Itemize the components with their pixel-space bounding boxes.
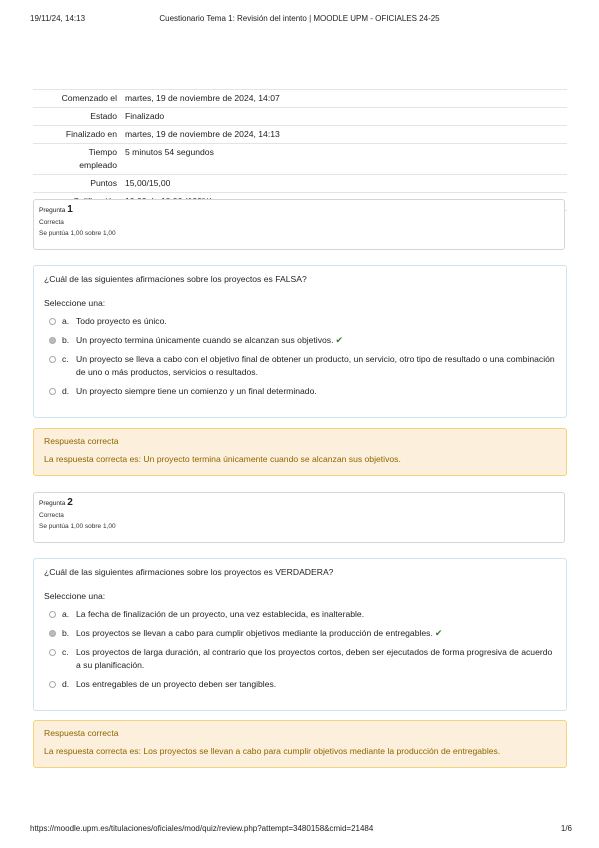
summary-row [33, 107, 567, 125]
option-text [76, 627, 556, 640]
question-info-2 [33, 492, 565, 543]
radio-icon[interactable] [49, 318, 56, 325]
option-text-value: Un proyecto termina únicamente cuando se alcanzan sus objetivos. [76, 335, 334, 345]
summary-value: martes, 19 de noviembre de 2024, 14:07 [125, 93, 280, 103]
print-url: https://moodle.upm.es/titulaciones/oficiales/mod/quiz/review.php?attempt=3480158&cmid=21484 [30, 824, 374, 833]
question-label: Pregunta [39, 500, 66, 507]
question-label: Pregunta [39, 207, 66, 214]
answer-option[interactable] [44, 385, 556, 398]
option-letter: c. [62, 354, 69, 364]
option-letter: a. [62, 609, 70, 619]
question-number [39, 204, 559, 215]
question-num: 2 [67, 497, 73, 508]
summary-key: Tiempo empleado [79, 147, 117, 170]
question-number [39, 497, 559, 508]
option-text: Los proyectos de larga duración, al contrario que los proyectos cortos, deben ser ejecutados de forma progresiva de acuerdo a su planificación. [76, 647, 553, 670]
question-text: ¿Cuál de las siguientes afirmaciones sobre los proyectos es VERDADERA? [44, 567, 334, 577]
option-text [76, 334, 556, 347]
question-num: 1 [67, 204, 73, 215]
summary-value: 5 minutos 54 segundos [125, 147, 214, 157]
summary-row [33, 125, 567, 143]
print-date: 19/11/24, 14:13 [30, 14, 86, 23]
summary-row [33, 143, 567, 174]
summary-value: martes, 19 de noviembre de 2024, 14:13 [125, 129, 280, 139]
summary-key: Estado [90, 111, 117, 121]
option-text: Los entregables de un proyecto deben ser tangibles. [76, 679, 277, 689]
feedback-box-1 [33, 428, 567, 476]
answer-option[interactable] [44, 334, 556, 347]
option-letter: a. [62, 316, 70, 326]
summary-row [33, 174, 567, 192]
print-title: Cuestionario Tema 1: Revisión del intento | MOODLE UPM - OFICIALES 24-25 [159, 14, 440, 23]
option-text: Un proyecto se lleva a cabo con el objetivo final de obtener un producto, un servicio, otro tipo de resultado o una combinación de uno o más productos, servicios o resultados. [76, 354, 555, 377]
feedback-box-2 [33, 720, 567, 768]
feedback-title: Respuesta correcta [44, 436, 119, 446]
summary-key: Finalizado en [65, 129, 117, 139]
question-state: Correcta [39, 219, 64, 226]
feedback-title: Respuesta correcta [44, 728, 119, 738]
option-text: Todo proyecto es único. [76, 316, 167, 326]
question-info-1 [33, 199, 565, 250]
question-score: Se puntúa 1,00 sobre 1,00 [39, 230, 116, 237]
option-letter: b. [62, 335, 70, 345]
page-number: 1/6 [560, 824, 572, 833]
radio-icon[interactable] [49, 649, 56, 656]
question-box-1 [33, 265, 567, 418]
option-letter: c. [62, 647, 69, 657]
select-prompt: Seleccione una: [44, 298, 106, 308]
answer-option[interactable] [44, 608, 556, 621]
summary-row [33, 89, 567, 107]
summary-key: Comenzado el [61, 93, 117, 103]
option-letter: d. [62, 386, 70, 396]
answer-option[interactable] [44, 315, 556, 328]
answer-option[interactable] [44, 678, 556, 691]
radio-icon[interactable] [49, 337, 56, 344]
question-text: ¿Cuál de las siguientes afirmaciones sobre los proyectos es FALSA? [44, 274, 307, 284]
feedback-text: La respuesta correcta es: Los proyectos se llevan a cabo para cumplir objetivos mediante la producción de entregables. [44, 746, 501, 756]
question-score: Se puntúa 1,00 sobre 1,00 [39, 523, 116, 530]
radio-icon[interactable] [49, 681, 56, 688]
option-letter: b. [62, 628, 70, 638]
radio-icon[interactable] [49, 611, 56, 618]
summary-value: 15,00/15,00 [125, 178, 171, 188]
option-text: La fecha de finalización de un proyecto, una vez establecida, es inalterable. [76, 609, 365, 619]
feedback-text: La respuesta correcta es: Un proyecto termina únicamente cuando se alcanzan sus objetivos. [44, 454, 401, 464]
attempt-summary [33, 89, 567, 211]
radio-icon[interactable] [49, 630, 56, 637]
check-icon: ✔ [434, 628, 443, 638]
answer-option[interactable] [44, 353, 556, 379]
question-box-2 [33, 558, 567, 711]
option-text-value: Los proyectos se llevan a cabo para cumplir objetivos mediante la producción de entregables. [76, 628, 433, 638]
option-text: Un proyecto siempre tiene un comienzo y un final determinado. [76, 386, 317, 396]
check-icon: ✔ [335, 335, 344, 345]
summary-value: Finalizado [125, 111, 165, 121]
radio-icon[interactable] [49, 388, 56, 395]
select-prompt: Seleccione una: [44, 591, 106, 601]
answer-option[interactable] [44, 627, 556, 640]
question-state: Correcta [39, 512, 64, 519]
answer-option[interactable] [44, 646, 556, 672]
summary-key: Puntos [90, 178, 117, 188]
option-letter: d. [62, 679, 70, 689]
radio-icon[interactable] [49, 356, 56, 363]
